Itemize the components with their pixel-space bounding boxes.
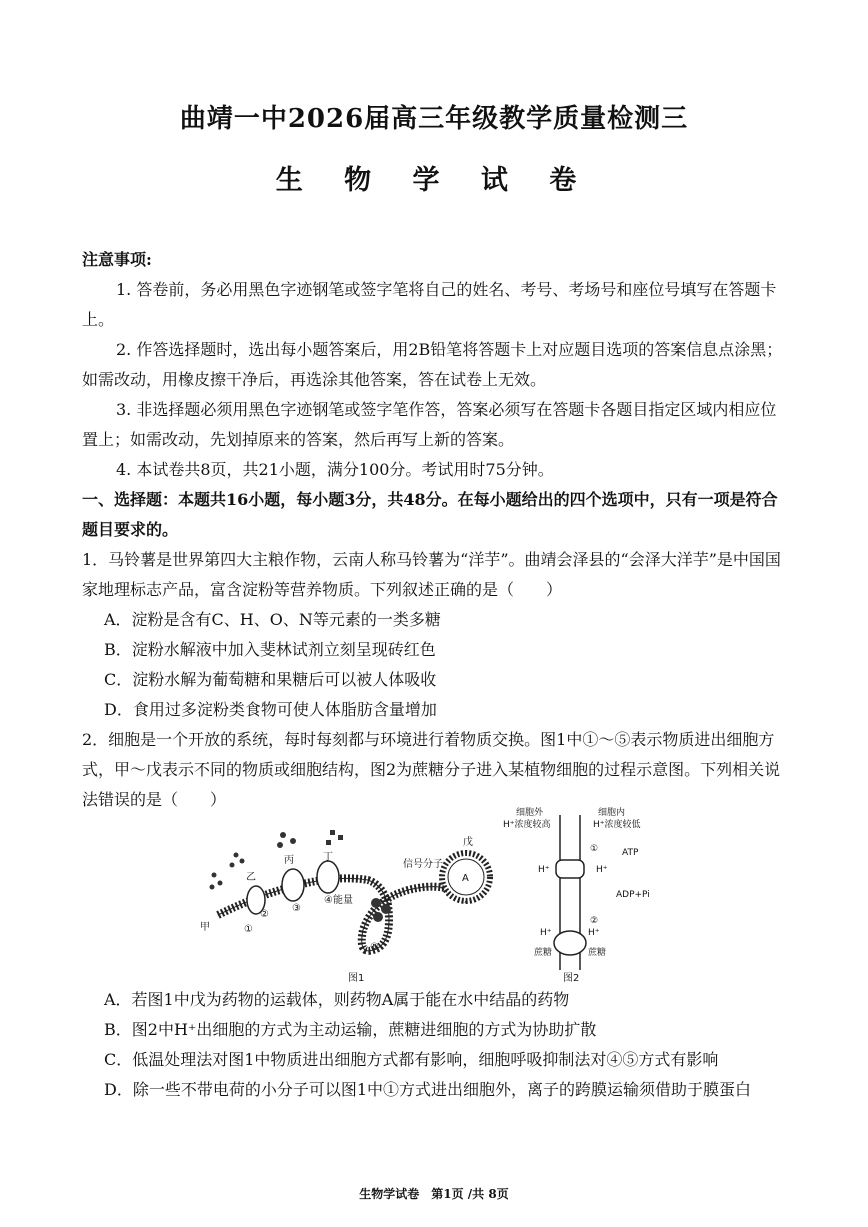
section-heading: 一、选择题：本题共16小题，每小题3分，共48分。在每小题给出的四个选项中，只有一项是符合题目要求的。 (82, 490, 778, 539)
fig2-inside-label: 细胞内 (598, 808, 626, 818)
fig2-label-adp-pi: ADP+Pi (616, 890, 650, 900)
fig2-label-sucrose-in: 蔗糖 (588, 948, 607, 958)
question-1-option-c: C．淀粉水解为葡萄糖和果糖后可以被人体吸收 (104, 670, 437, 689)
fig2-label-2: ② (590, 916, 599, 926)
question-1-stem: 1．马铃薯是世界第四大主粮作物，云南人称马铃薯为“洋芋”。曲靖会泽县的“会泽大洋芋”是中国国家地理标志产品，富含淀粉等营养物质。下列叙述正确的是（ ） (82, 550, 781, 599)
fig2-label-h-in: H⁺ (596, 865, 608, 875)
fig2-label-atp: ATP (622, 848, 639, 858)
page-footer: 生物学试卷 第1页 /共 8页 (359, 1187, 509, 1201)
question-2-option-c: C．低温处理法对图1中物质进出细胞方式都有影响，细胞呼吸抑制法对④⑤方式有影响 (104, 1050, 719, 1069)
fig2-inside-concentration: H⁺浓度较低 (593, 820, 641, 830)
question-2-option-d: D．除一些不带电荷的小分子可以图1中①方式进出细胞外，离子的跨膜运输须借助于膜蛋白 (104, 1080, 752, 1099)
fig1-label-1: ① (244, 924, 253, 935)
fig1-label-5: ⑤ (370, 942, 379, 953)
notice-item: 1. 答卷前，务必用黑色字迹钢笔或签字笔将自己的姓名、考号、考场号和座位号填写在答题卡上。 (82, 280, 777, 329)
question-2-stem: 2．细胞是一个开放的系统，每时每刻都与环境进行着物质交换。图1中①～⑤表示物质进出细胞方式，甲～戊表示不同的物质或细胞结构，图2为蔗糖分子进入某植物细胞的过程示意图。下列相关说法错误的是（ ） (82, 730, 781, 809)
exam-title: 曲靖一中2026届高三年级教学质量检测三 (179, 104, 689, 134)
fig2-label-sucrose-out: 蔗糖 (534, 948, 553, 958)
fig1-label-bing: 丙 (284, 855, 294, 866)
figure-2-membrane (554, 815, 586, 970)
fig2-label-1: ① (590, 844, 599, 854)
notice-item: 2. 作答选择题时，选出每小题答案后，用2B铅笔将答题卡上对应题目选项的答案信息点涂黑；如需改动，用橡皮擦干净后，再选涂其他答案，答在试卷上无效。 (82, 340, 783, 389)
notice-section (82, 245, 788, 815)
notice-item: 3. 非选择题必须用黑色字迹钢笔或签字笔作答，答案必须写在答题卡各题目指定区域内相应位置上；如需改动，先划掉原来的答案，然后再写上新的答案。 (82, 400, 777, 449)
fig1-label-2: ② (260, 909, 269, 920)
fig1-label-signal: 信号分子 (403, 859, 443, 870)
fig2-label-h-out: H⁺ (538, 865, 550, 875)
question-2-figures (198, 805, 658, 985)
fig2-caption: 图2 (563, 973, 580, 984)
question-1-option-a: A．淀粉是含有C、H、O、N等元素的一类多糖 (104, 610, 441, 629)
fig1-label-3: ③ (292, 903, 301, 914)
question-2-option-a: A．若图1中戊为药物的运载体，则药物A属于能在水中结晶的药物 (104, 990, 570, 1009)
fig2-outside-concentration: H⁺浓度较高 (503, 820, 551, 830)
fig2-label-h-out-2: H⁺ (540, 928, 552, 938)
question-2-option-b: B．图2中H⁺出细胞的方式为主动运输，蔗糖进细胞的方式为协助扩散 (104, 1020, 597, 1039)
notice-heading: 注意事项: (82, 250, 152, 269)
fig2-label-h-in-2: H⁺ (588, 928, 600, 938)
exam-subtitle: 生 物 学 试 卷 (275, 165, 593, 196)
question-2-options (82, 985, 788, 1105)
fig1-label-yi: 乙 (246, 872, 256, 883)
fig1-label-4-energy: ④能量 (324, 895, 353, 906)
fig1-label-ding: 丁 (323, 852, 333, 863)
fig1-label-a: A (462, 873, 469, 884)
fig1-caption: 图1 (348, 973, 365, 984)
membrane-transport-figures (198, 805, 658, 985)
fig2-outside-label: 细胞外 (516, 808, 544, 818)
notice-item: 4. 本试卷共8页，共21小题，满分100分。考试用时75分钟。 (116, 460, 554, 479)
fig1-label-jia: 甲 (200, 922, 210, 933)
question-1-option-b: B．淀粉水解液中加入斐林试剂立刻呈现砖红色 (104, 640, 436, 659)
fig1-label-wu: 戊 (463, 837, 473, 848)
question-1-option-d: D．食用过多淀粉类食物可使人体脂肪含量增加 (104, 700, 437, 719)
